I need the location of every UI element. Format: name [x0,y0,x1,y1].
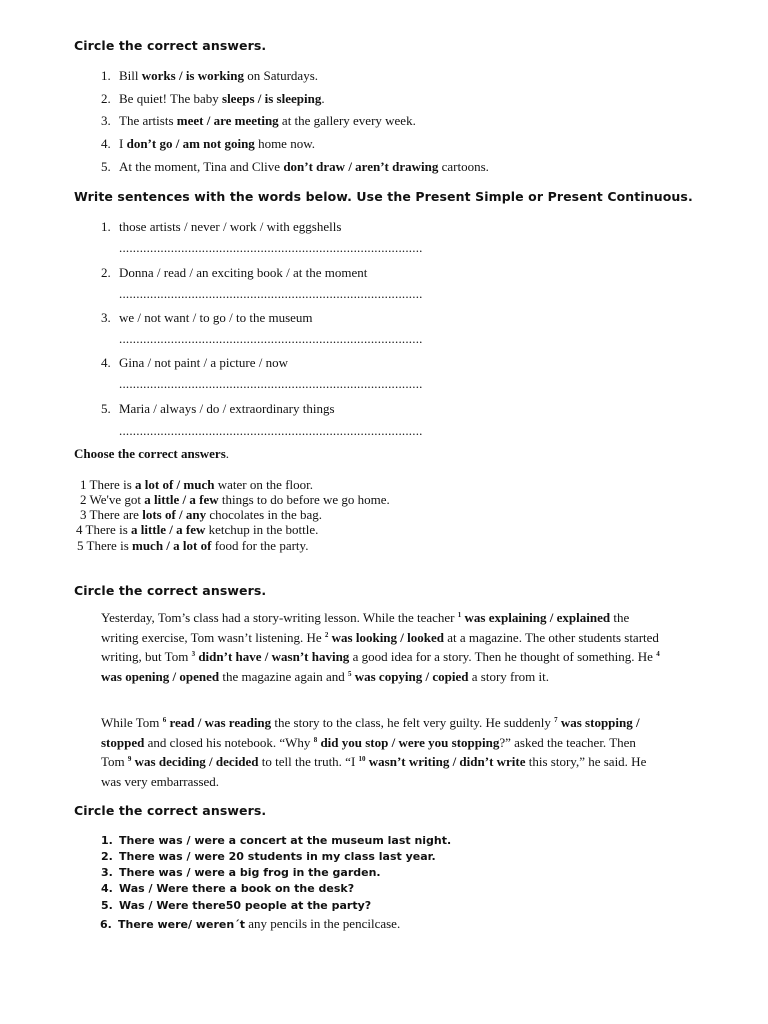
section3-heading: Choose the correct answers. [74,446,229,461]
list-item: 2. Donna / read / an exciting book / at the moment [101,265,368,280]
answer-choice[interactable]: wasn’t writing / didn’t write [368,754,526,770]
answer-choice[interactable]: was opening / opened [101,669,220,685]
answer-choice[interactable]: a little / a few [131,522,206,537]
list-item[interactable]: 6. There were/ weren´t any pencils in the pencilcase. [100,916,401,931]
section1-heading: Circle the correct answers. [74,38,267,53]
list-item[interactable]: 5. Was / Were there50 people at the party? [101,899,372,912]
answer-choice[interactable]: don’t draw / aren’t drawing [283,159,439,174]
answer-choice[interactable]: much / a lot of [132,538,212,553]
list-item: 1. those artists / never / work / with eggshells [101,219,342,234]
list-item: 3. The artists meet / are meeting at the gallery every week. [101,113,416,128]
list-item: 4. I don’t go / am not going home now. [101,136,315,151]
list-item: 5. Maria / always / do / extraordinary things [101,401,335,416]
answer-choice[interactable]: don’t go / am not going [126,136,255,151]
list-item: 1. Bill works / is working on Saturdays. [101,68,319,83]
answer-choice[interactable]: a little / a few [144,492,219,507]
answer-choice[interactable]: a lot of / much [135,477,215,492]
section4-heading: Circle the correct answers. [74,583,267,598]
story-paragraph-1: Yesterday, Tom’s class had a story-writing lesson. While the teacher $^1$ was explaining / explained the writing exercise, Tom wasn’t listening. He $^2$ was looking / looked at a magazine. The other students started writing, but Tom $^3$ didn’t have / wasn’t having a good idea for a story. Then he thought of something. He $^4$ was opening / opened the magazine again and $^5$ was copying / copied a story from it. [101,610,660,685]
list-item: 5. At the moment, Tina and Clive don’t draw / aren’t drawing cartoons. [101,159,489,174]
list-item: 3. we / not want / to go / to the museum [101,310,313,325]
section5-heading: Circle the correct answers. [74,803,267,818]
answer-choice[interactable]: works / is working [141,68,244,83]
list-item: 2 We've got a little / a few things to do before we go home. [80,492,390,507]
list-item[interactable]: 3. There was / were a big frog in the garden. [101,866,381,879]
list-item: 1 There is a lot of / much water on the floor. [80,477,314,492]
story-paragraph-2: While Tom $^6$ read / was reading the story to the class, he felt very guilty. He suddenly $^7$ was stopping / stopped and closed his notebook. “Why $^8$ did you stop / were you stopping?” asked the teacher. Then Tom $^9$ was deciding / decided to tell the truth. “I $^{10}$ wasn’t writing / didn’t write this story,” he said. He was very embarrassed. [101,715,647,790]
list-item: 4 There is a little / a few ketchup in the bottle. [76,522,319,537]
answer-choice[interactable]: lots of / any [142,507,207,522]
answer-choice[interactable]: was explaining / explained [464,610,611,625]
list-item[interactable]: 1. There was / were a concert at the museum last night. [101,834,452,847]
list-item: 5 There is much / a lot of food for the party. [77,538,309,553]
answer-line[interactable]: ........................................................................................ [119,376,423,391]
list-item[interactable]: 2. There was / were 20 students in my class last year. [101,850,436,863]
section2-heading: Write sentences with the words below. Use the Present Simple or Present Continuous. [74,189,693,204]
answer-line[interactable]: ........................................................................................ [119,240,423,255]
answer-choice[interactable]: sleeps / is sleeping [222,91,322,106]
answer-choice[interactable]: read / was reading [169,715,272,730]
answer-choice[interactable]: didn’t have / wasn’t having [198,649,350,665]
list-item[interactable]: 4. Was / Were there a book on the desk? [101,882,355,895]
answer-choice[interactable]: did you stop / were you stopping [320,734,500,750]
answer-line[interactable]: ........................................................................................ [119,331,423,346]
list-item: 4. Gina / not paint / a picture / now [101,355,288,370]
answer-line[interactable]: ........................................................................................ [119,423,423,438]
answer-choice[interactable]: was copying / copied [354,669,469,685]
answer-choice[interactable]: was deciding / decided [134,754,259,770]
list-item: 3 There are lots of / any chocolates in the bag. [80,507,323,522]
answer-line[interactable]: ........................................................................................ [119,286,423,301]
answer-choice[interactable]: was looking / looked [331,629,444,645]
answer-choice[interactable]: meet / are meeting [176,113,279,128]
list-item: 2. Be quiet! The baby sleeps / is sleeping. [101,91,325,106]
answer-choice[interactable]: was stopping / stopped [101,715,640,750]
